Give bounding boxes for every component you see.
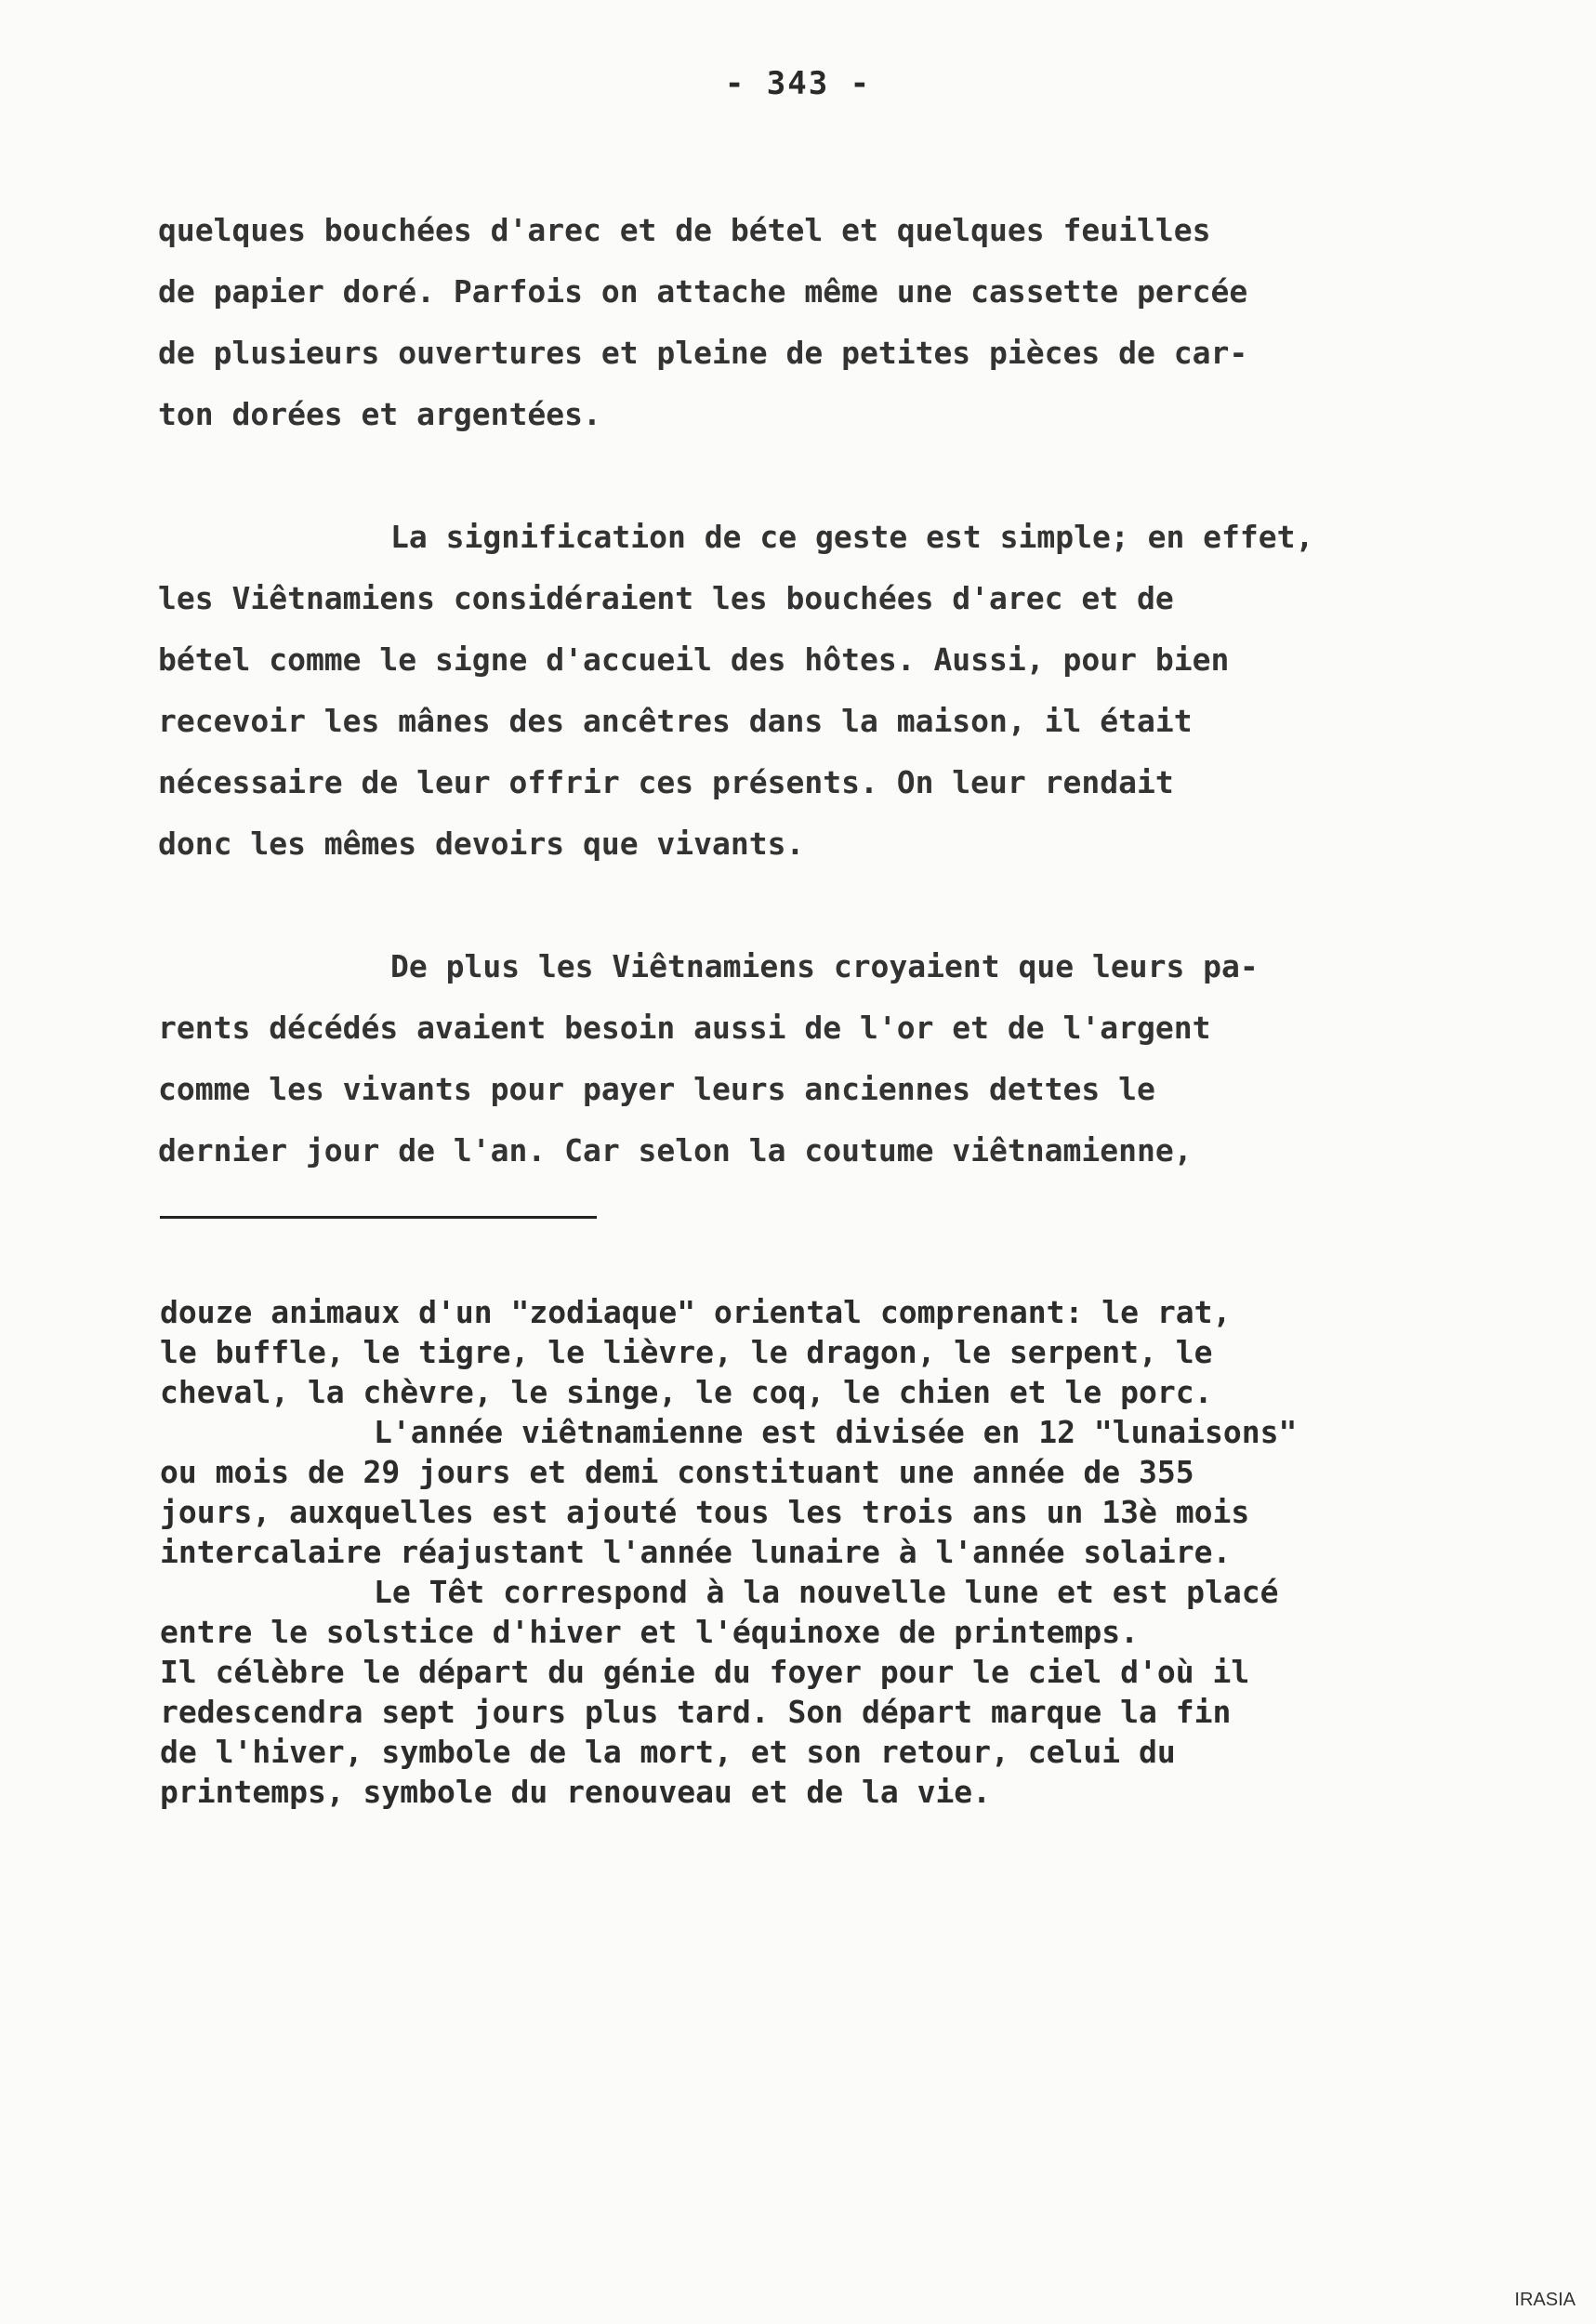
footnote-line: intercalaire réajustant l'année lunaire à l'année solaire. <box>160 1534 1232 1570</box>
text-line: donc les mêmes devoirs que vivants. <box>158 825 805 862</box>
paragraph-gap <box>158 875 1506 936</box>
text-line: dernier jour de l'an. Car selon la coutume viêtnamienne, <box>158 1132 1193 1169</box>
source-watermark: IRASIA <box>1514 2290 1576 2310</box>
footnote <box>160 1292 1536 1812</box>
text-line: rents décédés avaient besoin aussi de l'or et de l'argent <box>158 1010 1211 1046</box>
footnote-line: douze animaux d'un "zodiaque" oriental comprenant: le rat, <box>160 1294 1232 1330</box>
footnote-line: L'année viêtnamienne est divisée en 12 "lunaisons" <box>374 1414 1298 1450</box>
footnote-line: Il célèbre le départ du génie du foyer pour le ciel d'où il <box>160 1654 1250 1690</box>
footnote-separator <box>160 1216 597 1219</box>
main-text <box>158 200 1506 1182</box>
footnote-line: jours, auxquelles est ajouté tous les trois ans un 13è mois <box>160 1494 1250 1530</box>
footnote-line: printemps, symbole du renouveau et de la vie. <box>160 1774 992 1810</box>
text-line: bétel comme le signe d'accueil des hôtes. Aussi, pour bien <box>158 641 1230 678</box>
text-line: La signification de ce geste est simple; en effet, <box>390 519 1314 555</box>
paragraph-gap <box>158 445 1506 507</box>
footnote-line: Le Têt correspond à la nouvelle lune et est placé <box>374 1574 1279 1610</box>
footnote-line: redescendra sept jours plus tard. Son départ marque la fin <box>160 1694 1232 1730</box>
text-line: De plus les Viêtnamiens croyaient que leurs pa- <box>390 948 1259 984</box>
text-line: de plusieurs ouvertures et pleine de petites pièces de car- <box>158 335 1248 371</box>
paragraph-2 <box>158 507 1506 875</box>
footnote-line: cheval, la chèvre, le singe, le coq, le chien et le porc. <box>160 1374 1213 1410</box>
paragraph-1 <box>158 200 1506 445</box>
text-line: les Viêtnamiens considéraient les bouchées d'arec et de <box>158 580 1174 616</box>
text-line: quelques bouchées d'arec et de bétel et quelques feuilles <box>158 212 1211 248</box>
page-number: - 343 - <box>724 65 872 102</box>
text-line: nécessaire de leur offrir ces présents. On leur rendait <box>158 764 1174 800</box>
footnote-line: de l'hiver, symbole de la mort, et son retour, celui du <box>160 1734 1176 1770</box>
footnote-line: le buffle, le tigre, le lièvre, le dragon, le serpent, le <box>160 1334 1213 1370</box>
footnote-line: entre le solstice d'hiver et l'équinoxe de printemps. <box>160 1614 1139 1650</box>
text-line: de papier doré. Parfois on attache même une cassette percée <box>158 273 1248 310</box>
paragraph-3 <box>158 936 1506 1182</box>
text-line: comme les vivants pour payer leurs anciennes dettes le <box>158 1071 1155 1107</box>
footnote-line: ou mois de 29 jours et demi constituant une année de 355 <box>160 1454 1194 1490</box>
text-line: ton dorées et argentées. <box>158 396 601 432</box>
text-line: recevoir les mânes des ancêtres dans la maison, il était <box>158 703 1193 739</box>
